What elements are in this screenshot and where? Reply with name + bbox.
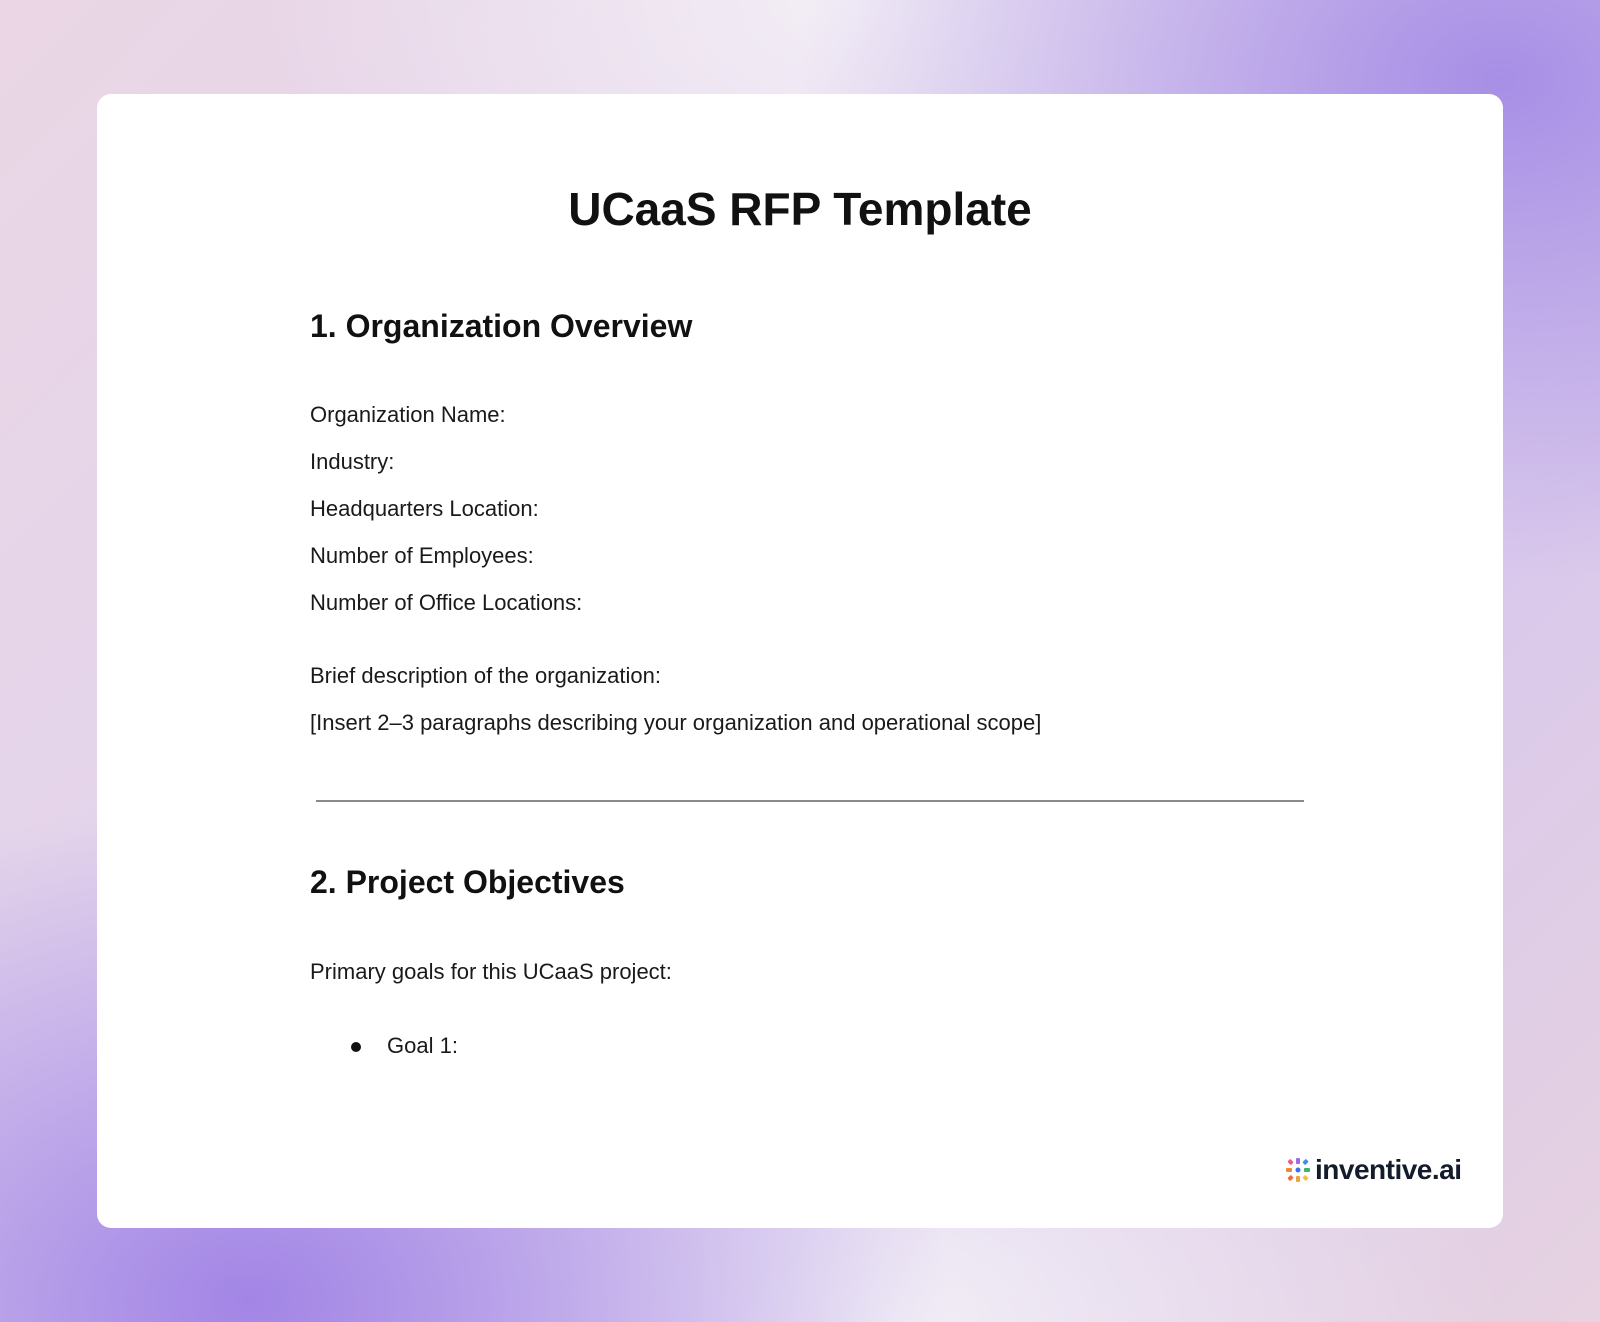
section-heading-project-objectives: 2. Project Objectives <box>310 864 625 900</box>
section-heading-organization-overview: 1. Organization Overview <box>310 308 693 344</box>
field-number-of-office-locations: Number of Office Locations: <box>310 590 583 615</box>
goal-item: Goal 1: <box>387 1033 458 1058</box>
inventive-ai-logo <box>1285 1154 1462 1186</box>
section-divider <box>316 800 1304 802</box>
description-label: Brief description of the organization: <box>310 663 661 688</box>
document-card <box>97 94 1503 1228</box>
bullet-icon <box>351 1042 361 1052</box>
field-number-of-employees: Number of Employees: <box>310 543 534 568</box>
logo-mark-icon <box>1285 1157 1311 1183</box>
description-placeholder: [Insert 2–3 paragraphs describing your organization and operational scope] <box>310 710 1042 735</box>
page-title: UCaaS RFP Template <box>568 183 1032 235</box>
field-industry: Industry: <box>310 449 395 474</box>
field-headquarters-location: Headquarters Location: <box>310 496 539 521</box>
logo-text: inventive.ai <box>1315 1154 1462 1185</box>
field-organization-name: Organization Name: <box>310 402 506 427</box>
goals-intro: Primary goals for this UCaaS project: <box>310 959 672 984</box>
